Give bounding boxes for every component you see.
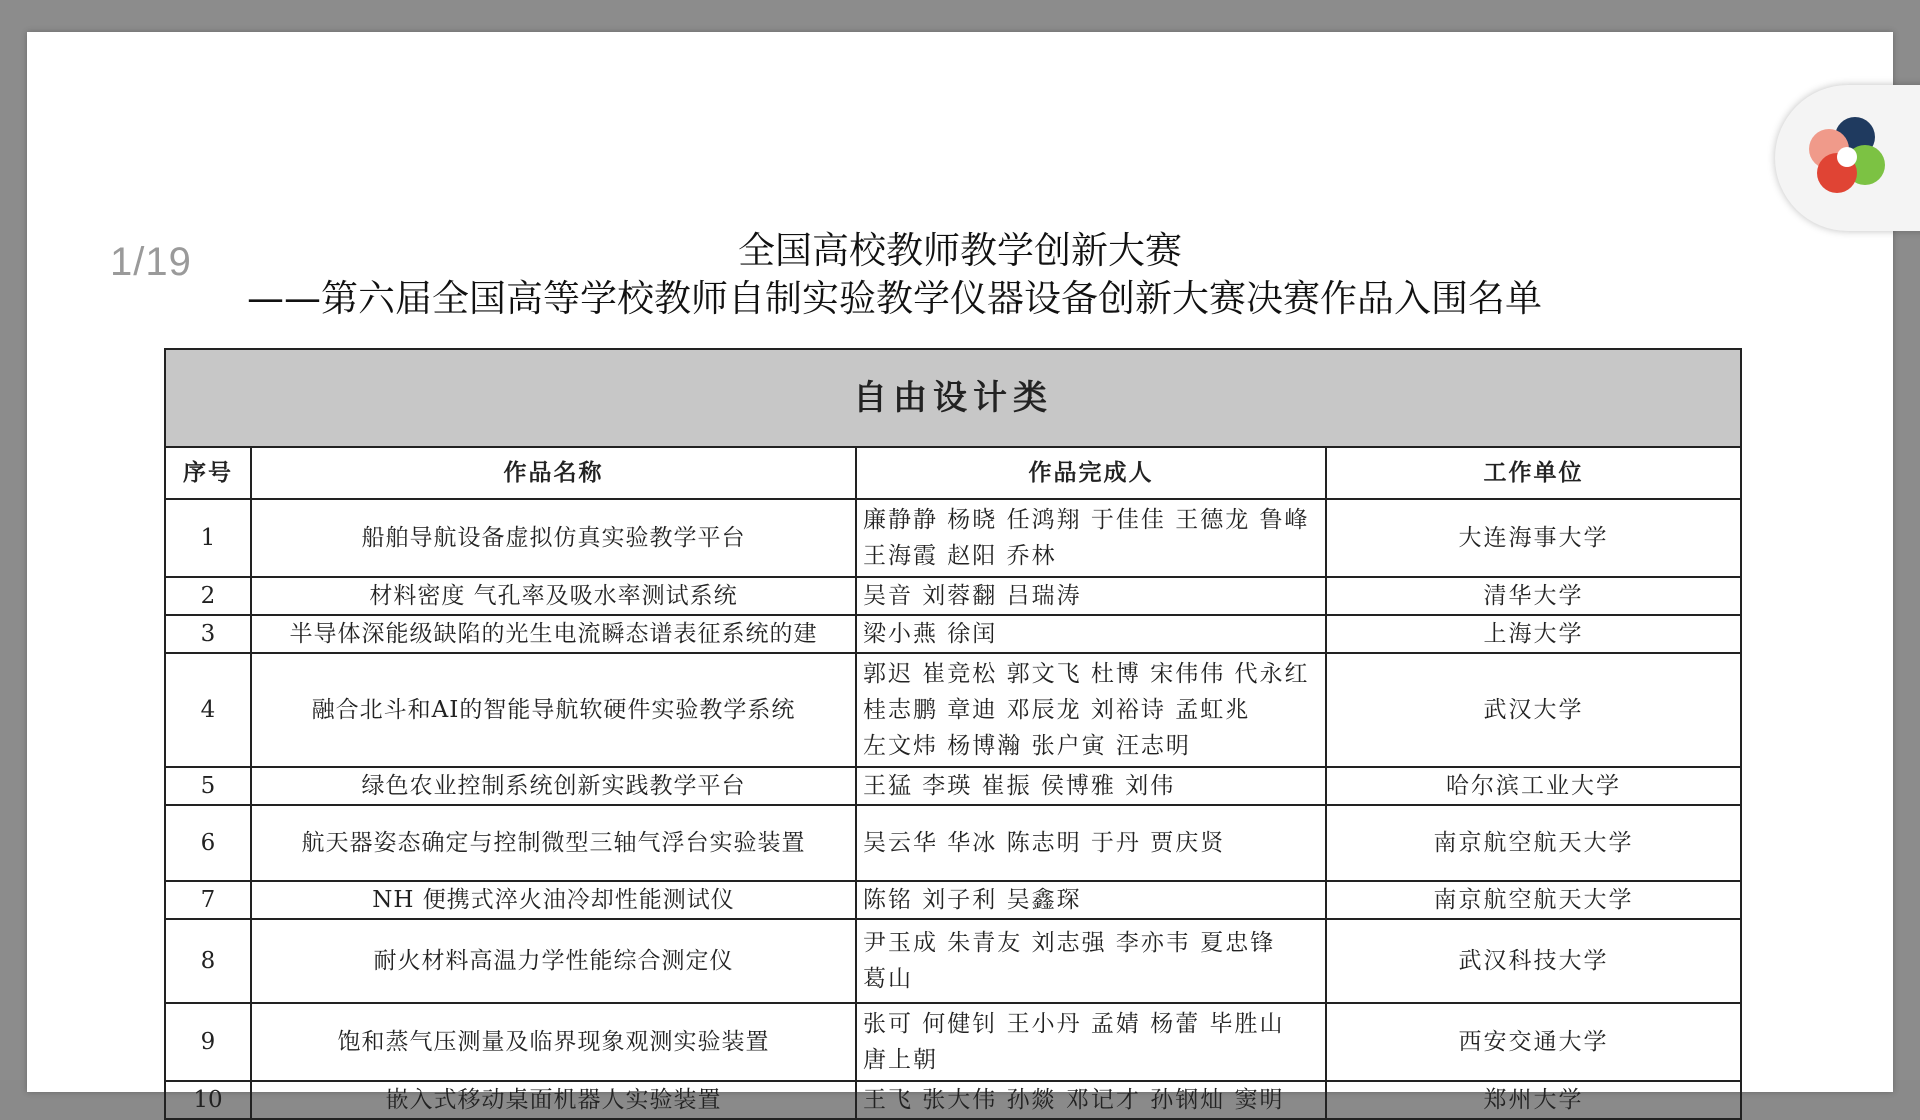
document-page[interactable]	[27, 32, 1893, 1113]
people-line: 廉静静 杨晓 任鸿翔 于佳佳 王德龙 鲁峰	[863, 507, 1310, 533]
floating-app-button[interactable]	[1775, 85, 1920, 231]
people-line: 陈铭 刘子利 吴鑫琛	[863, 887, 1082, 913]
people-line: 左文炜 杨博瀚 张户寅 汪志明	[863, 733, 1191, 759]
people-line: 桂志鹏 章迪 邓辰龙 刘裕诗 孟虹兆	[863, 697, 1251, 723]
table-row	[165, 767, 1741, 805]
table-row	[165, 881, 1741, 919]
cell-index: 9	[165, 1003, 251, 1081]
cell-name: 嵌入式移动桌面机器人实验装置	[251, 1081, 856, 1119]
cell-people	[856, 577, 1326, 615]
finalist-table-container	[164, 348, 1740, 1120]
people-line: 郭迟 崔竞松 郭文飞 杜博 宋伟伟 代永红	[863, 661, 1310, 687]
cell-index: 1	[165, 499, 251, 577]
cell-name: 融合北斗和AI的智能导航软硬件实验教学系统	[251, 653, 856, 767]
table-row	[165, 577, 1741, 615]
page-counter: 1/19	[110, 240, 192, 284]
table-body	[165, 499, 1741, 1119]
cell-people	[856, 1081, 1326, 1119]
cell-unit: 大连海事大学	[1326, 499, 1741, 577]
people-line: 吴音 刘蓉翻 吕瑞涛	[863, 583, 1082, 609]
table-row	[165, 919, 1741, 1003]
cell-index: 10	[165, 1081, 251, 1119]
header-index: 序号	[165, 447, 251, 499]
app-logo-icon	[1797, 107, 1897, 207]
cell-name: 耐火材料高温力学性能综合测定仪	[251, 919, 856, 1003]
cell-name: 绿色农业控制系统创新实践教学平台	[251, 767, 856, 805]
cell-name: 航天器姿态确定与控制微型三轴气浮台实验装置	[251, 805, 856, 881]
cell-name: 饱和蒸气压测量及临界现象观测实验装置	[251, 1003, 856, 1081]
people-line: 王飞 张大伟 孙燚 邓记才 孙钢灿 窦明	[863, 1087, 1285, 1113]
people-line: 尹玉成 朱青友 刘志强 李亦韦 夏忠锋	[863, 930, 1276, 956]
section-title: 自由设计类	[165, 349, 1741, 447]
header-people: 作品完成人	[856, 447, 1326, 499]
cell-name: NH 便携式淬火油冷却性能测试仪	[251, 881, 856, 919]
cell-name: 船舶导航设备虚拟仿真实验教学平台	[251, 499, 856, 577]
cell-people	[856, 805, 1326, 881]
cell-unit: 哈尔滨工业大学	[1326, 767, 1741, 805]
cell-unit: 郑州大学	[1326, 1081, 1741, 1119]
cell-index: 5	[165, 767, 251, 805]
table-row	[165, 499, 1741, 577]
cell-index: 7	[165, 881, 251, 919]
cell-unit: 武汉大学	[1326, 653, 1741, 767]
people-line: 唐上朝	[863, 1047, 938, 1073]
table-row	[165, 1003, 1741, 1081]
cell-unit: 南京航空航天大学	[1326, 881, 1741, 919]
cell-people	[856, 881, 1326, 919]
document-title: 全国高校教师教学创新大赛	[738, 229, 1182, 272]
finalist-table	[164, 348, 1742, 1120]
cell-unit: 上海大学	[1326, 615, 1741, 653]
cell-people	[856, 919, 1326, 1003]
people-line: 王海霞 赵阳 乔林	[863, 543, 1057, 569]
cell-unit: 南京航空航天大学	[1326, 805, 1741, 881]
people-line: 梁小燕 徐闰	[863, 621, 998, 647]
people-line: 吴云华 华冰 陈志明 于丹 贾庆贤	[863, 830, 1226, 856]
cell-people	[856, 653, 1326, 767]
cell-index: 8	[165, 919, 251, 1003]
table-row	[165, 1081, 1741, 1119]
cell-people	[856, 1003, 1326, 1081]
people-line: 葛山	[863, 966, 913, 992]
document-subtitle: ——第六届全国高等学校教师自制实验教学仪器设备创新大赛决赛作品入围名单	[247, 277, 1542, 320]
cell-unit: 西安交通大学	[1326, 1003, 1741, 1081]
cell-index: 6	[165, 805, 251, 881]
cell-people	[856, 615, 1326, 653]
cell-index: 3	[165, 615, 251, 653]
table-row	[165, 653, 1741, 767]
header-name: 作品名称	[251, 447, 856, 499]
cell-index: 4	[165, 653, 251, 767]
cell-unit: 武汉科技大学	[1326, 919, 1741, 1003]
cell-name: 半导体深能级缺陷的光生电流瞬态谱表征系统的建	[251, 615, 856, 653]
table-row	[165, 615, 1741, 653]
people-line: 张可 何健钊 王小丹 孟婧 杨蕾 毕胜山	[863, 1011, 1285, 1037]
header-unit: 工作单位	[1326, 447, 1741, 499]
cell-name: 材料密度 气孔率及吸水率测试系统	[251, 577, 856, 615]
table-row	[165, 805, 1741, 881]
people-line: 王猛 李瑛 崔振 侯博雅 刘伟	[863, 773, 1176, 799]
cell-index: 2	[165, 577, 251, 615]
cell-people	[856, 499, 1326, 577]
cell-unit: 清华大学	[1326, 577, 1741, 615]
cell-people	[856, 767, 1326, 805]
